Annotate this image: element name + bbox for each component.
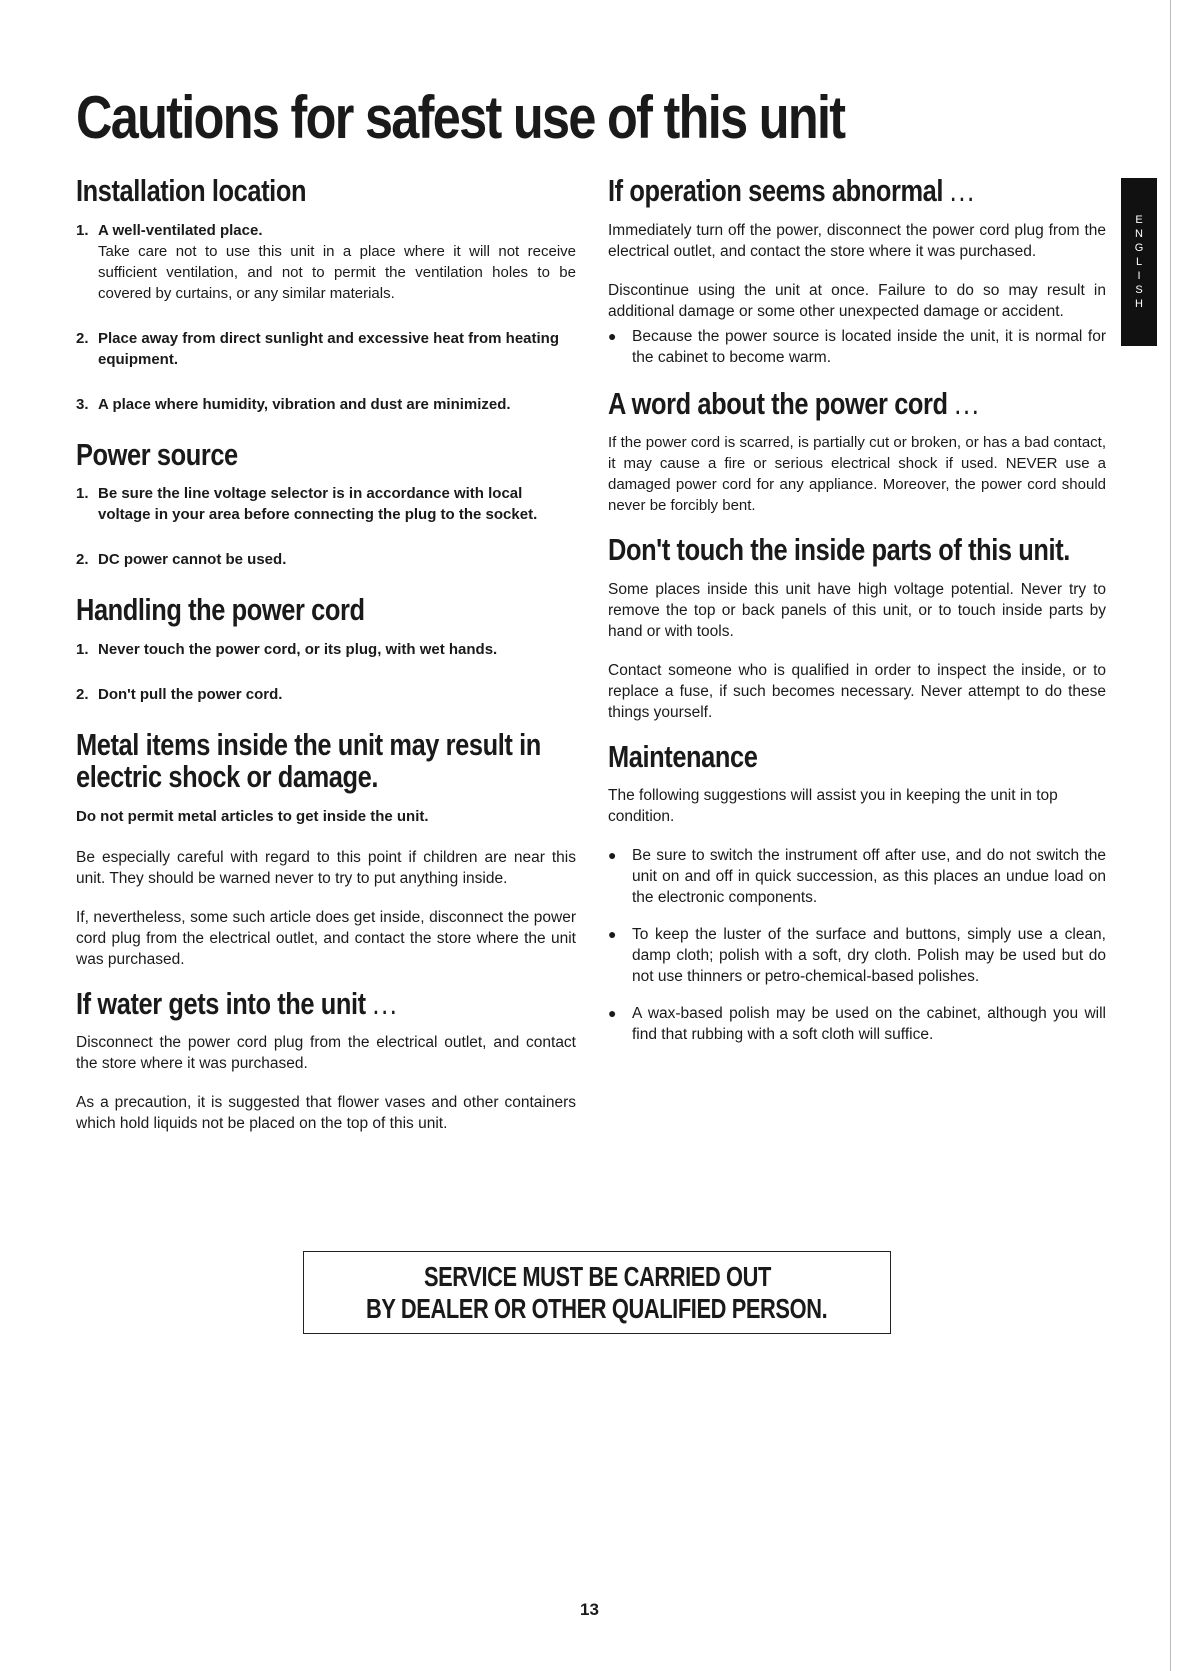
item-title: Never touch the power cord, or its plug, with wet hands. [98,640,498,658]
power-cord-paragraph: If the power cord is scarred, is partially cut or broken, or has a bad contact, it may cause a fire or serious electrical shock if used. NEVER use a damaged power cord for any appliance. Moreover, the power cord should never be forcibly bent. [608,434,1106,515]
item-title: A place where humidity, vibration and dust are minimized. [98,395,511,413]
language-tab-letter: S [1135,284,1143,296]
language-tab-letter: N [1135,228,1143,240]
inside-section [608,534,1106,723]
item-title: Be sure the line voltage selector is in accordance with local voltage in your area before connecting the plug to the socket. [98,485,538,524]
service-notice-line: BY DEALER OR OTHER QUALIFIED PERSON. [366,1292,828,1324]
inside-paragraph: Contact someone who is qualified in order to inspect the inside, or to replace a fuse, if such becomes necessary. Never attempt to do these things yourself. [608,661,1106,721]
maintenance-intro: The following suggestions will assist you in keeping the unit in top condition. [608,787,1058,826]
water-section [76,985,576,1135]
item-title: DC power cannot be used. [98,551,287,569]
inside-paragraph: Some places inside this unit have high voltage potential. Never try to remove the top or back panels of this unit, or to touch inside parts by hand or with tools. [608,580,1106,640]
language-tab-letter: G [1134,242,1144,254]
item-number: 2. [76,685,89,703]
maintenance-heading: Maintenance [608,738,758,774]
power-cord-section [608,385,1106,517]
handling-heading: Handling the power cord [76,592,365,628]
installation-section [76,175,576,415]
abnormal-paragraph: Discontinue using the unit at once. Failure to do so may result in additional damage or some other unexpected damage or accident. [608,281,1106,320]
list-item [76,220,576,304]
language-tab-letter: H [1135,298,1143,310]
power-source-section [76,436,576,571]
installation-list [76,220,576,415]
item-number: 1. [76,640,89,658]
bullet-icon: ● [608,926,617,943]
language-tab-letter: E [1135,214,1143,226]
bullet-icon: ● [608,1005,617,1022]
list-item [76,328,576,370]
bullet-text: A wax-based polish may be used on the cabinet, although you will find that rubbing with a soft cloth will suffice. [632,1005,1106,1044]
item-number: 1. [76,221,89,239]
heading-ellipsis: ... [949,173,976,208]
list-item [76,639,576,660]
item-title: A well-ventilated place. [98,221,263,239]
installation-heading: Installation location [76,173,307,208]
item-number: 1. [76,485,89,503]
language-tab [1121,178,1157,346]
list-item [76,483,576,525]
abnormal-bullets [608,326,1106,368]
page-edge-line [1170,0,1171,1671]
maintenance-section [608,738,1106,1046]
maintenance-bullets [608,845,1106,1045]
metal-heading: Metal items inside the unit may result in electric shock or damage. [76,726,541,795]
bullet-icon: ● [608,327,617,344]
left-column [76,175,576,1152]
bullet-text: Be sure to switch the instrument off after use, and do not switch the unit on and off in quick succession, as this places an undue load on the electronic components. [632,847,1106,907]
item-title: Don't pull the power cord. [98,685,283,703]
list-item [76,549,576,570]
abnormal-section [608,175,1106,368]
item-text: Take care not to use this unit in a place where it will not receive sufficient ventilation, and not to permit the ventilation holes to be covered by curtains, or any similar materials. [98,242,576,302]
power-cord-heading-row [608,385,1016,421]
bullet-text: To keep the luster of the surface and buttons, simply use a clean, damp cloth; polish with a soft, dry cloth. Polish may be used but do not use thinners or petro-chemical-based polishes. [632,926,1106,986]
page-number: 13 [580,1600,599,1619]
power-source-heading: Power source [76,436,238,472]
item-number: 2. [76,329,89,347]
inside-heading: Don't touch the inside parts of this unit. [608,532,1070,568]
list-item [608,845,1106,908]
list-item [76,394,576,415]
water-heading: If water gets into the unit [76,985,366,1021]
item-title: Place away from direct sunlight and excessive heat from heating equipment. [98,329,559,368]
list-item [608,1003,1106,1045]
service-notice-box [303,1251,891,1334]
water-paragraph: Disconnect the power cord plug from the electrical outlet, and contact the store where it was purchased. [76,1034,576,1073]
abnormal-heading: If operation seems abnormal [608,173,944,208]
service-notice-line: SERVICE MUST BE CARRIED OUT [423,1260,771,1292]
water-paragraph: As a precaution, it is suggested that flower vases and other containers which hold liquids not be placed on the top of this unit. [76,1094,576,1133]
metal-lead: Do not permit metal articles to get inside the unit. [76,807,429,825]
language-tab-letter: I [1137,270,1141,282]
heading-ellipsis: ... [372,985,399,1021]
power-cord-heading: A word about the power cord [608,385,948,421]
list-item [608,924,1106,987]
metal-paragraph: Be especially careful with regard to this point if children are near this unit. They should be warned never to try to put anything inside. [76,848,576,887]
right-column [608,175,1106,1065]
handling-list [76,639,576,705]
abnormal-heading-row [608,175,1016,208]
power-source-list [76,483,576,570]
item-number: 3. [76,395,89,413]
list-item [608,326,1106,368]
page-title: Cautions for safest use of this unit [76,84,845,151]
heading-ellipsis: ... [954,385,981,421]
handling-section [76,594,576,705]
list-item [76,684,576,705]
abnormal-paragraph: Immediately turn off the power, disconnect the power cord plug from the electrical outlet, and contact the store where it was purchased. [608,221,1106,260]
bullet-text: Because the power source is located inside the unit, it is normal for the cabinet to become warm. [632,327,1106,366]
metal-section [76,726,576,970]
language-tab-letter: L [1135,256,1143,268]
item-number: 2. [76,551,89,569]
water-heading-row [76,985,486,1021]
bullet-icon: ● [608,847,617,864]
metal-paragraph: If, nevertheless, some such article does get inside, disconnect the power cord plug from the electrical outlet, and contact the store where the unit was purchased. [76,908,576,968]
